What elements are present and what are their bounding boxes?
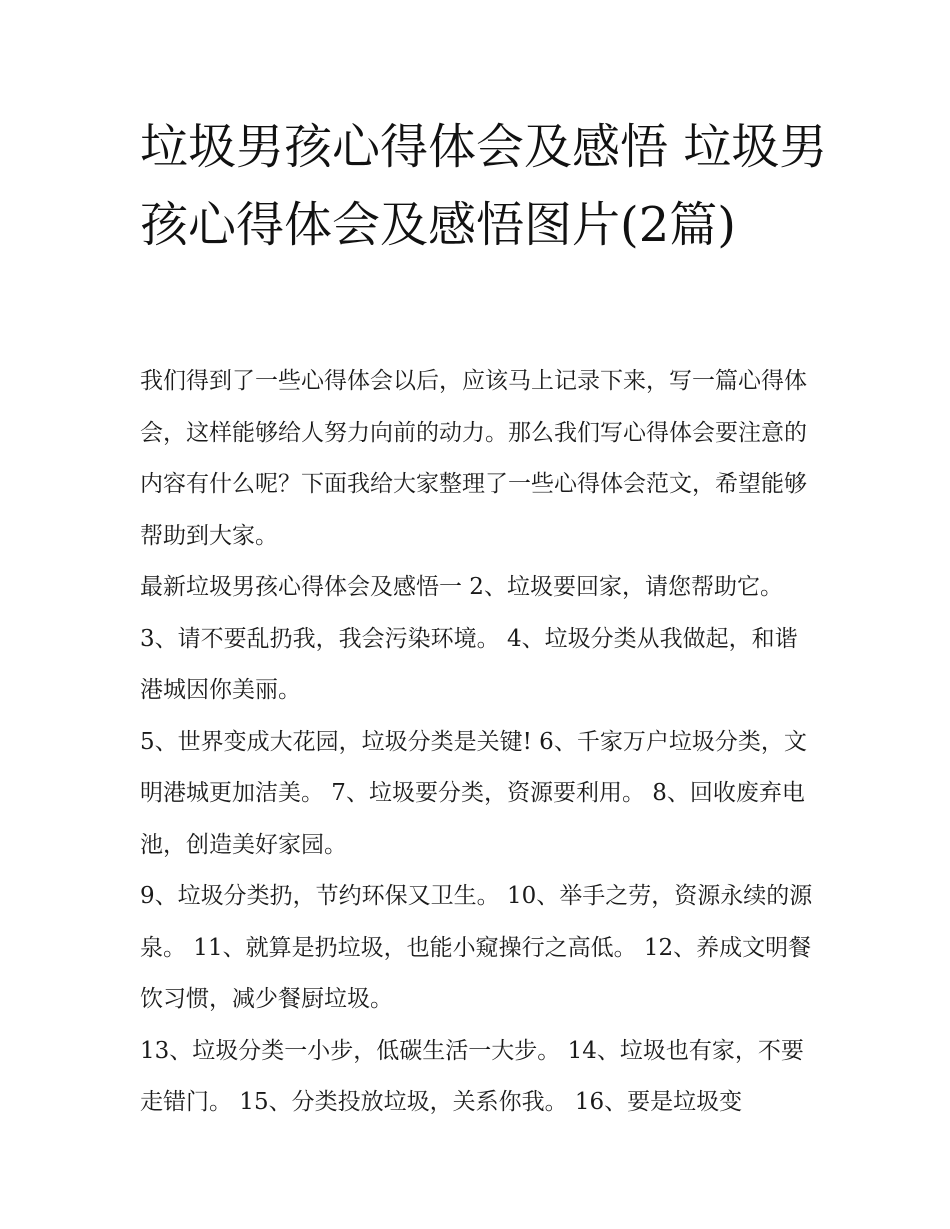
paragraph-slogans-1: 最新垃圾男孩心得体会及感悟一 2、垃圾要回家，请您帮助它。 3、请不要乱扔我，我会污染环境。 4、垃圾分类从我做起，和谐港城因你美丽。 <box>140 574 798 703</box>
paragraph-slogans-4: 13、垃圾分类一小步，低碳生活一大步。 14、垃圾也有家，不要走错门。 15、分类投放垃圾，关系你我。 16、要是垃圾变 <box>140 1037 804 1115</box>
document-title: 垃圾男孩心得体会及感悟 垃圾男孩心得体会及感悟图片(2篇) <box>140 119 828 253</box>
document-body <box>140 356 820 1129</box>
paragraph-intro: 我们得到了一些心得体会以后，应该马上记录下来，写一篇心得体会，这样能够给人努力向前的动力。那么我们写心得体会要注意的内容有什么呢？下面我给大家整理了一些心得体会范文，希望能够帮助到大家。 <box>140 368 807 549</box>
paragraph-slogans-2: 5、世界变成大花园，垃圾分类是关键! 6、千家万户垃圾分类，文明港城更加洁美。 7、垃圾要分类，资源要利用。 8、回收废弃电池，创造美好家园。 <box>140 728 807 858</box>
paragraph-slogans-3: 9、垃圾分类扔，节约环保又卫生。 10、举手之劳，资源永续的源泉。 11、就算是扔垃圾，也能小窥操行之高低。 12、养成文明餐饮习惯，减少餐厨垃圾。 <box>140 883 813 1012</box>
